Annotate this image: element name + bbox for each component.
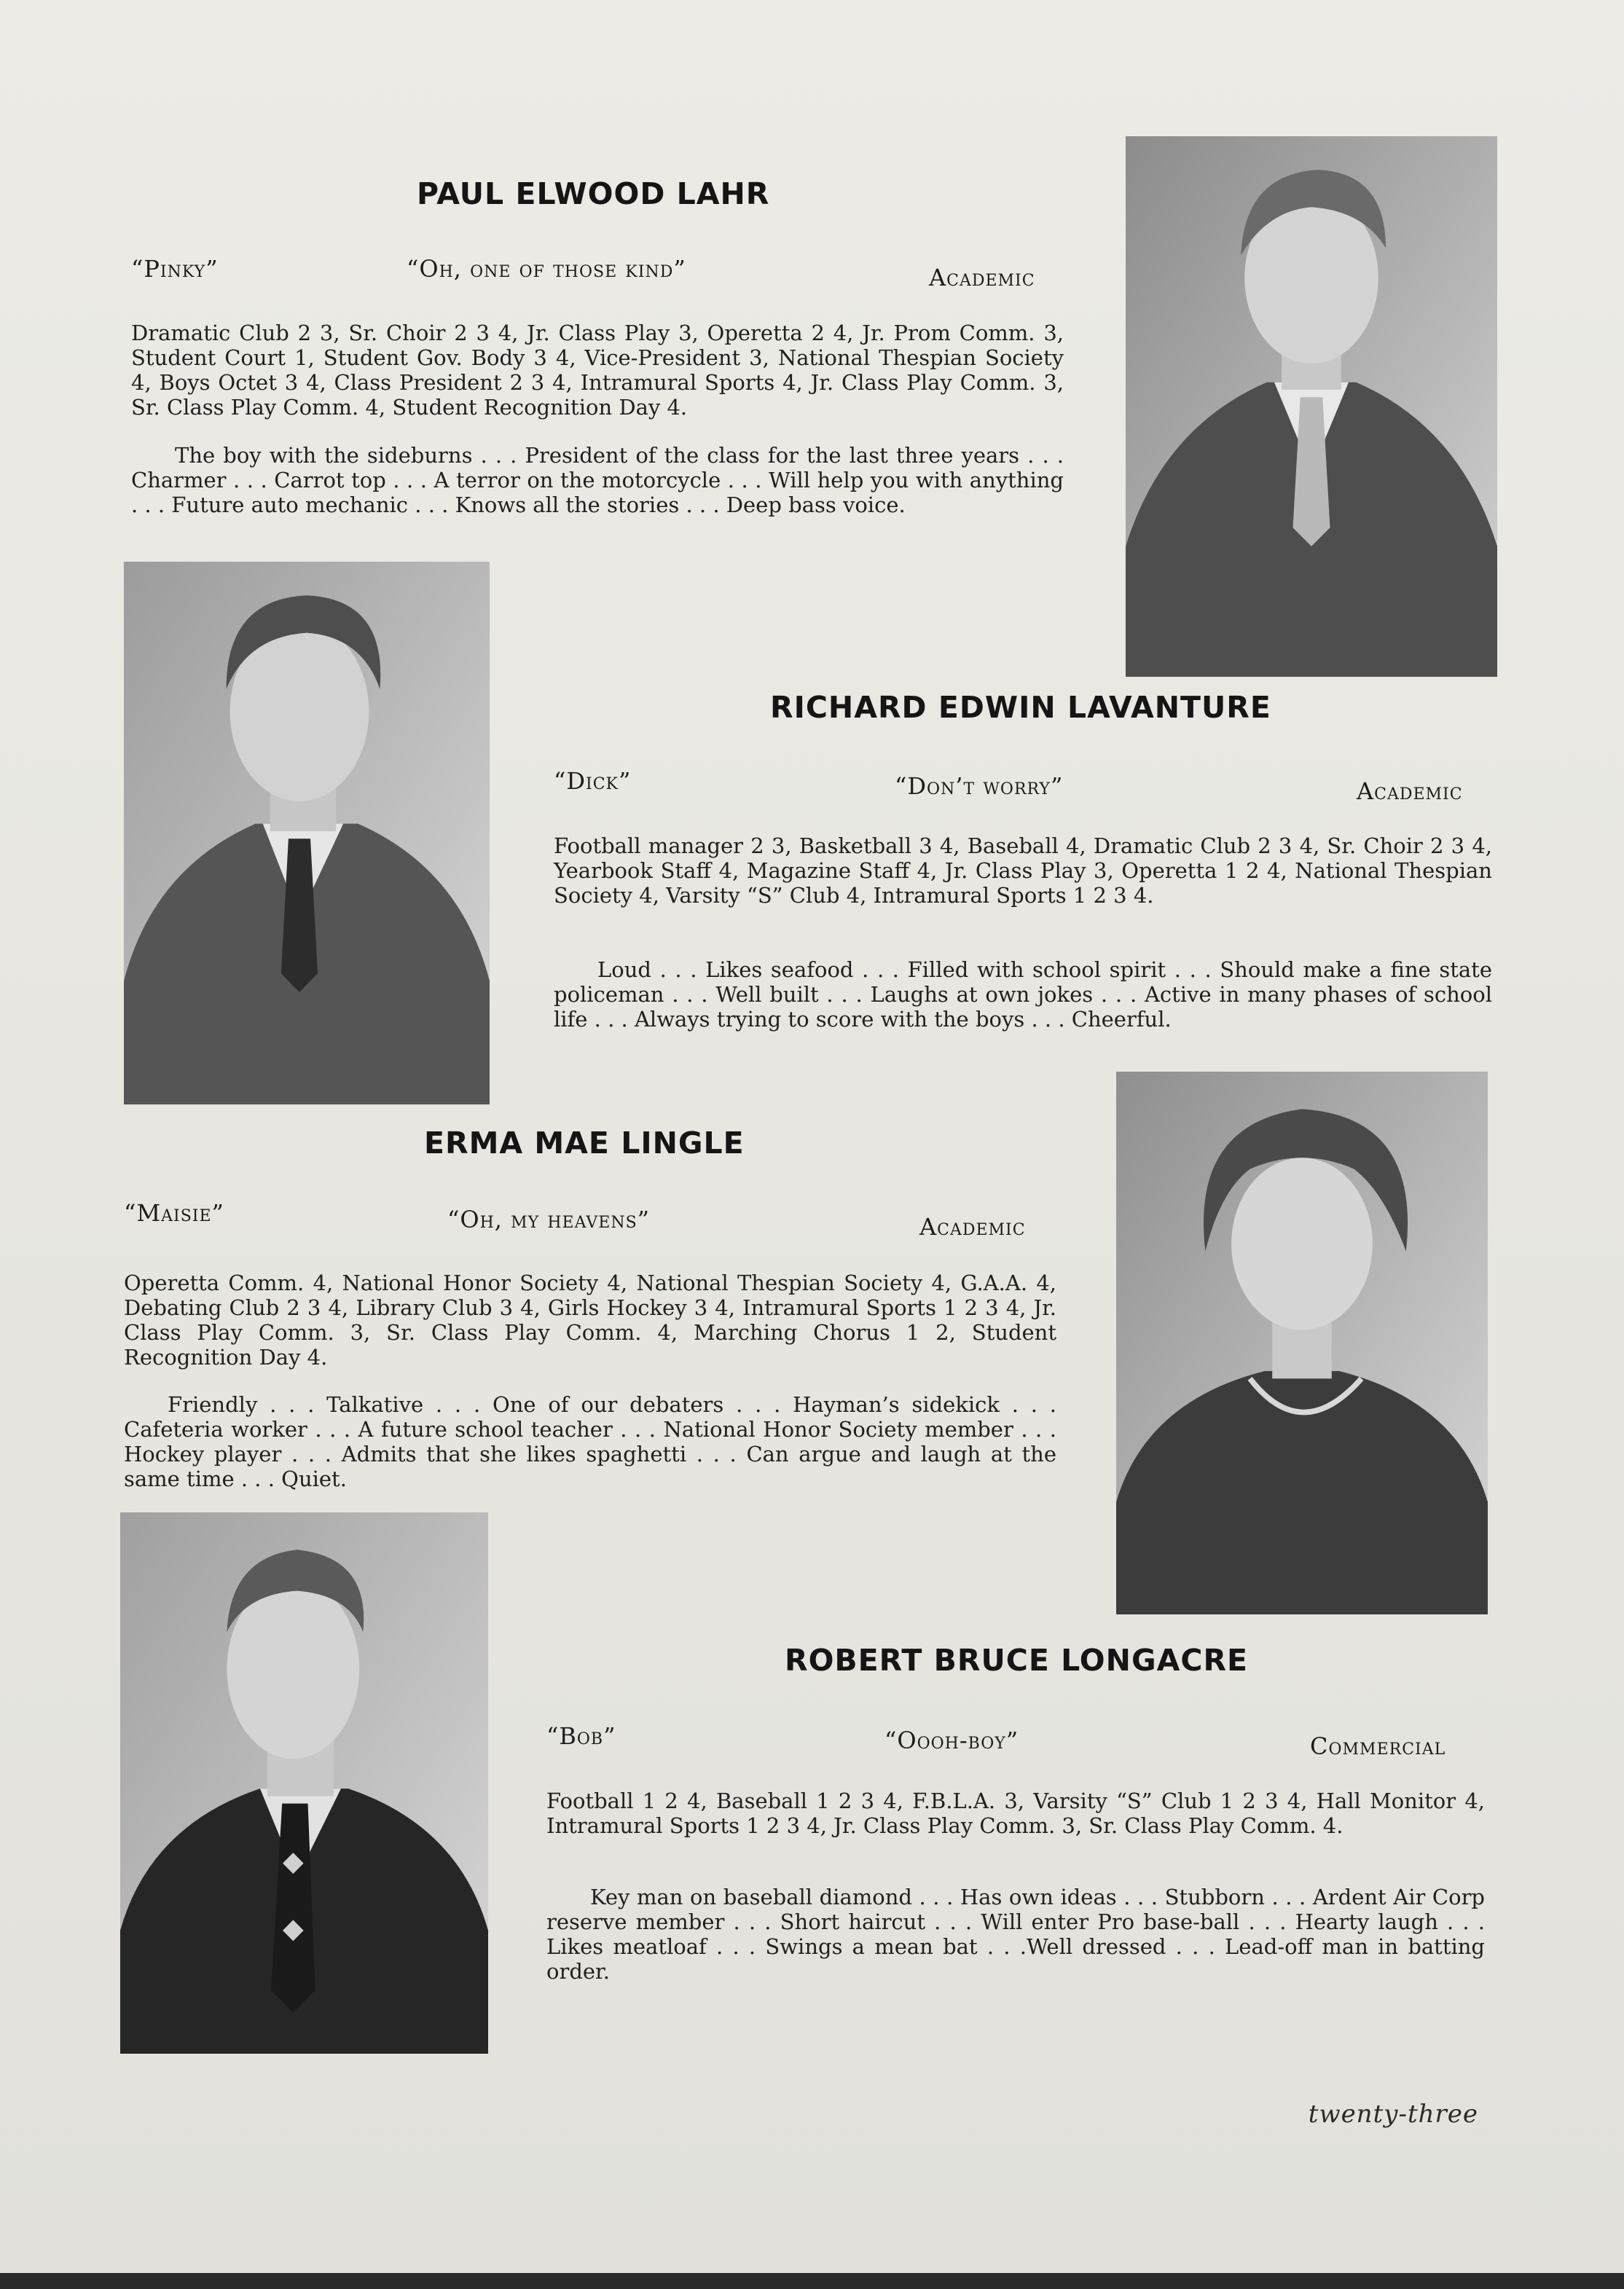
- portrait-photo: [120, 1512, 488, 2054]
- student-activities: Operetta Comm. 4, National Honor Society 4, National Thespian Society 4, G.A.A. 4, Debating Club 2 3 4, Library Club 3 4, Girls Hockey 3 4, Intramural Sports 1 2 3 4, Jr. Class Play Comm. 3, Sr. Class Play Comm. 4, Marching Chorus 1 2, Student Recognition Day 4.: [124, 1271, 1056, 1370]
- portrait-photo-graphic: [124, 562, 490, 1104]
- student-name: ROBERT BRUCE LONGACRE: [785, 1643, 1249, 1678]
- student-name: RICHARD EDWIN LAVANTURE: [770, 690, 1271, 725]
- student-course: Commercial: [1310, 1732, 1446, 1760]
- scan-edge: [0, 2273, 1624, 2289]
- student-quote: “Don’t worry”: [895, 772, 1064, 800]
- student-nickname: “Bob”: [546, 1722, 616, 1750]
- student-course: Academic: [1357, 777, 1463, 805]
- portrait-photo-graphic: [120, 1512, 488, 2054]
- student-name: ERMA MAE LINGLE: [424, 1126, 745, 1161]
- portrait-photo: [1116, 1072, 1488, 1614]
- student-nickname: “Dick”: [554, 767, 632, 795]
- student-description: Loud . . . Likes seafood . . . Filled with school spirit . . . Should make a fine state policeman . . . Well built . . . Laughs at own jokes . . . Active in many phases of school life . . . Always trying to score with the boys . . . Cheerful.: [554, 957, 1492, 1032]
- student-course: Academic: [919, 1213, 1026, 1241]
- student-description: The boy with the sideburns . . . President of the class for the last three years . . . Charmer . . . Carrot top . . . A terror on the motorcycle . . . Will help you with anything . . . Future auto mechanic . . . Knows all the stories . . . Deep bass voice.: [131, 443, 1064, 517]
- student-description: Friendly . . . Talkative . . . One of our debaters . . . Hayman’s sidekick . . . Cafeteria worker . . . A future school teacher . . . National Honor Society member . . . Hockey player . . . Admits that she likes spaghetti . . . Can argue and laugh at the same time . . . Quiet.: [124, 1392, 1056, 1491]
- student-activities: Football 1 2 4, Baseball 1 2 3 4, F.B.L.A. 3, Varsity “S” Club 1 2 3 4, Hall Monitor 4, Intramural Sports 1 2 3 4, Jr. Class Play Comm. 3, Sr. Class Play Comm. 4.: [546, 1789, 1485, 1838]
- student-description: Key man on baseball diamond . . . Has own ideas . . . Stubborn . . . Ardent Air Corp reserve member . . . Short haircut . . . Will enter Pro base-ball . . . Hearty laugh . . . Likes meatloaf . . . Swings a mean bat . . .Well dressed . . . Lead-off man in batting order.: [546, 1885, 1485, 1984]
- portrait-photo: [1126, 136, 1497, 677]
- student-course: Academic: [929, 264, 1035, 291]
- portrait-photo-graphic: [1126, 136, 1497, 677]
- page-number: twenty-three: [1308, 2100, 1478, 2129]
- student-quote: “Oh, one of those kind”: [407, 255, 686, 283]
- student-activities: Dramatic Club 2 3, Sr. Choir 2 3 4, Jr. Class Play 3, Operetta 2 4, Jr. Prom Comm. 3, Student Court 1, Student Gov. Body 3 4, Vice-President 3, National Thespian Society 4, Boys Octet 3 4, Class President 2 3 4, Intramural Sports 4, Jr. Class Play Comm. 3, Sr. Class Play Comm. 4, Student Recognition Day 4.: [131, 321, 1064, 420]
- student-activities: Football manager 2 3, Basketball 3 4, Baseball 4, Dramatic Club 2 3 4, Sr. Choir 2 3 4, Yearbook Staff 4, Magazine Staff 4, Jr. Class Play 3, Operetta 1 2 4, National Thespian Society 4, Varsity “S” Club 4, Intramural Sports 1 2 3 4.: [554, 833, 1492, 908]
- student-nickname: “Pinky”: [131, 255, 219, 283]
- portrait-photo: [124, 562, 490, 1104]
- student-name: PAUL ELWOOD LAHR: [417, 176, 770, 211]
- student-quote: “Oh, my heavens”: [447, 1206, 651, 1233]
- student-nickname: “Maisie”: [124, 1199, 224, 1227]
- portrait-photo-graphic: [1116, 1072, 1488, 1614]
- student-quote: “Oooh-boy”: [884, 1727, 1019, 1754]
